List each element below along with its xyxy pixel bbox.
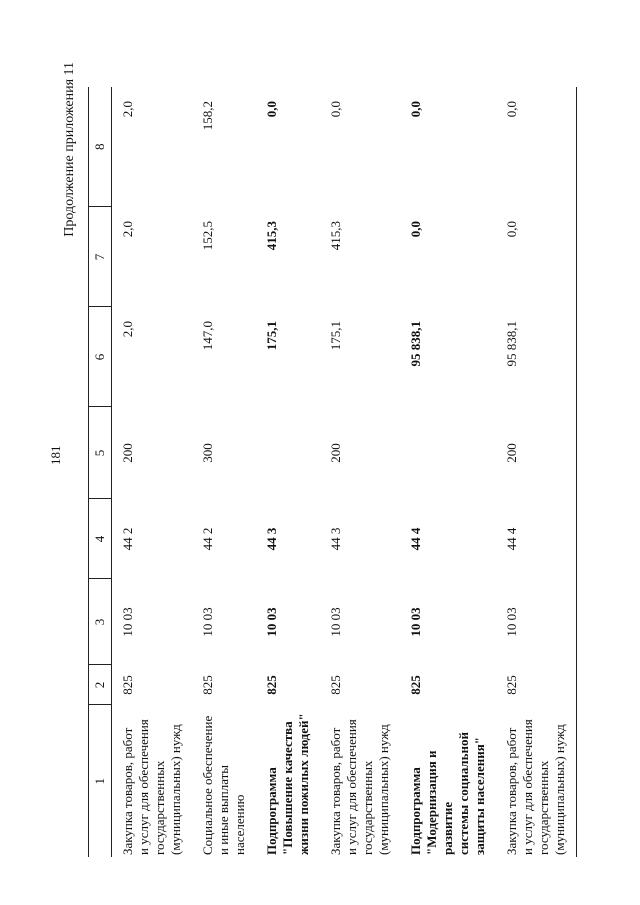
row-name-cell: [320, 705, 400, 857]
amount-cell: 0,0: [328, 101, 343, 118]
amount-cell: 0,0: [496, 87, 577, 207]
row-name-line: Закупка товаров, работ: [504, 727, 519, 855]
table-row: [256, 87, 320, 857]
row-name-line: и услуг для обеспечения: [136, 719, 151, 855]
row-name-line: защиты населения": [472, 737, 487, 855]
amount-cell: 147,0: [200, 321, 215, 351]
admin-code-cell: 825: [120, 675, 135, 695]
amount-cell: 0,0: [408, 101, 423, 118]
row-name-line: и услуг для обеспечения: [520, 719, 535, 855]
amount-cell: 2,0: [120, 101, 135, 118]
section-code-cell: 10 03: [496, 579, 577, 665]
amount-cell: 95 838,1: [496, 307, 577, 407]
row-name-line: (муниципальных) нужд: [168, 724, 183, 855]
amount-cell: 0,0: [496, 207, 577, 307]
row-name-cell: [112, 705, 193, 857]
row-name-line: Подпрограмма: [264, 767, 279, 855]
section-code-cell: 10 03: [200, 607, 215, 637]
section-code-cell: 10 03: [328, 607, 343, 637]
table-row: [112, 87, 193, 857]
amount-cell: 175,1: [328, 321, 343, 351]
admin-code-cell: 825: [264, 675, 279, 695]
table-row: [496, 87, 577, 857]
row-name-cell: [400, 705, 496, 857]
table-row: [192, 87, 256, 857]
row-name-cell: [192, 705, 256, 857]
row-name-line: государственных: [152, 760, 167, 855]
row-name-line: государственных: [360, 760, 375, 855]
row-name-cell: [256, 705, 320, 857]
row-name-line: "Повышение качества: [280, 721, 295, 855]
expense-type-cell: [256, 407, 320, 499]
row-name-line: (муниципальных) нужд: [552, 724, 567, 855]
amount-cell: 0,0: [264, 101, 279, 118]
target-article-cell: 44 4: [496, 499, 577, 579]
row-name-line: Социальное обеспечение: [200, 715, 215, 855]
row-name-line: системы социальной: [456, 732, 471, 855]
row-name-line: и услуг для обеспечения: [344, 719, 359, 855]
column-header: 4: [89, 499, 112, 579]
row-name-line: Закупка товаров, работ: [120, 727, 135, 855]
amount-cell: 95 838,1: [408, 321, 423, 367]
admin-code-cell: 825: [496, 665, 577, 705]
row-name-line: Подпрограмма: [408, 767, 423, 855]
page-number: 181: [48, 445, 63, 465]
target-article-cell: 44 3: [328, 527, 343, 551]
target-article-cell: 44 4: [408, 527, 423, 551]
section-code-cell: 10 03: [408, 607, 423, 637]
section-code-cell: 10 03: [264, 607, 279, 637]
row-name-line: "Модернизация и развитие: [424, 750, 455, 855]
amount-cell: 2,0: [120, 321, 135, 338]
column-number-row: [89, 87, 112, 857]
row-name-line: государственных: [536, 760, 551, 855]
column-header: 6: [89, 307, 112, 407]
row-name-line: (муниципальных) нужд: [376, 724, 391, 855]
row-name-line: Закупка товаров, работ: [328, 727, 343, 855]
column-header: 2: [89, 665, 112, 705]
amount-cell: 175,1: [264, 321, 279, 351]
column-header: 5: [89, 407, 112, 499]
budget-table: [88, 87, 577, 857]
section-code-cell: 10 03: [120, 607, 135, 637]
amount-cell: 415,3: [328, 221, 343, 251]
admin-code-cell: 825: [408, 675, 423, 695]
amount-cell: 158,2: [200, 101, 215, 131]
amount-cell: 152,5: [200, 221, 215, 251]
expense-type-cell: [400, 407, 496, 499]
row-name-cell: [496, 705, 577, 857]
expense-type-cell: 200: [120, 443, 135, 463]
column-header: 8: [89, 87, 112, 207]
expense-type-cell: 200: [328, 443, 343, 463]
amount-cell: 0,0: [408, 221, 423, 238]
expense-type-cell: 200: [496, 407, 577, 499]
target-article-cell: 44 2: [200, 527, 215, 551]
row-name-line: жизни пожилых людей": [296, 713, 311, 855]
admin-code-cell: 825: [200, 675, 215, 695]
column-header: 7: [89, 207, 112, 307]
appendix-continuation-label: Продолжение приложения 11: [62, 62, 77, 237]
admin-code-cell: 825: [328, 675, 343, 695]
target-article-cell: 44 2: [120, 527, 135, 551]
column-header: 3: [89, 579, 112, 665]
column-header: 1: [89, 705, 112, 857]
target-article-cell: 44 3: [264, 527, 279, 551]
amount-cell: 2,0: [120, 221, 135, 238]
table-row: [400, 87, 496, 857]
amount-cell: 415,3: [264, 221, 279, 251]
table-row: [320, 87, 400, 857]
expense-type-cell: 300: [200, 443, 215, 463]
row-name-line: и иные выплаты населению: [216, 764, 247, 855]
